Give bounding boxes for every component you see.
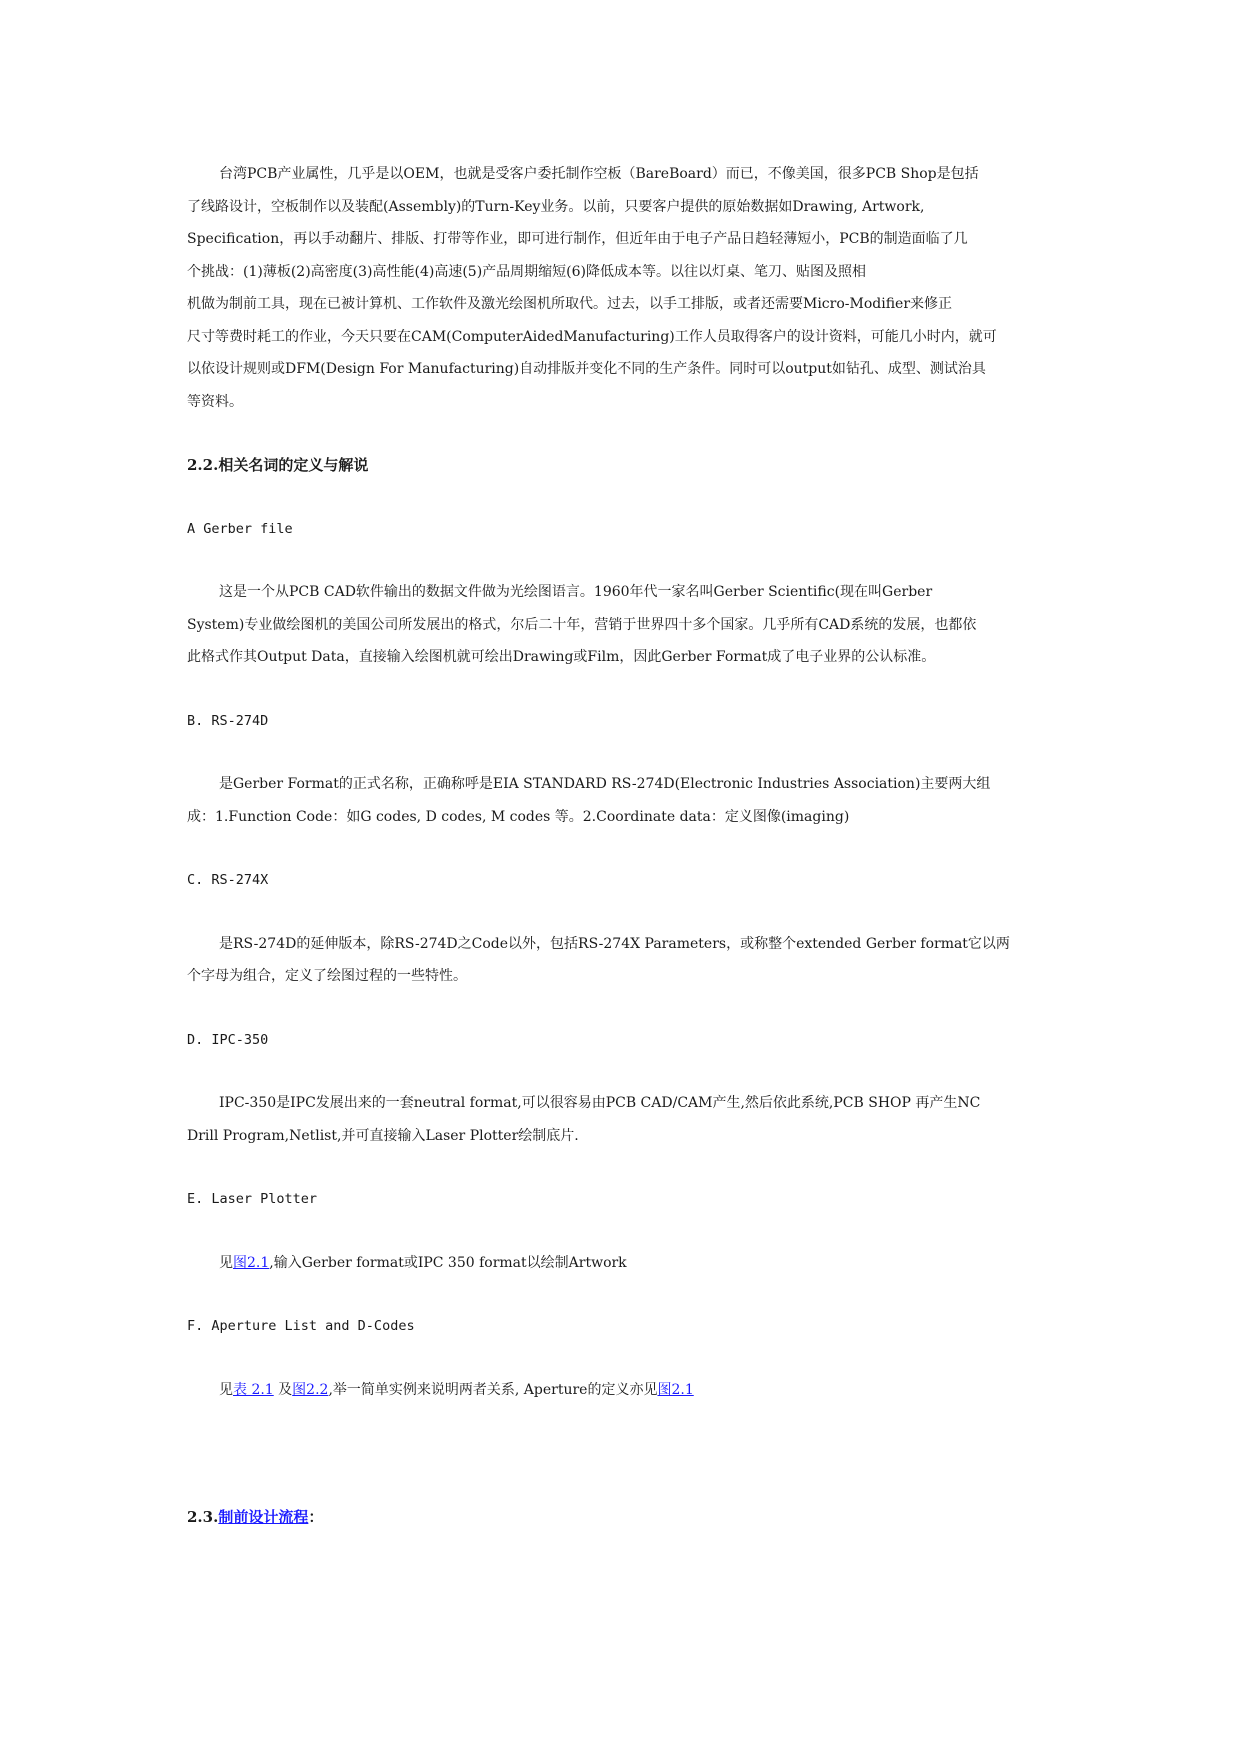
heading-colon: ： bbox=[308, 1508, 324, 1526]
body-line: 个字母为组合，定义了绘图过程的一些特性。 bbox=[187, 968, 467, 984]
term-body-rs-274d bbox=[187, 768, 1047, 833]
figure-2-2-link[interactable]: 图2.2 bbox=[292, 1381, 329, 1398]
body-line: Drill Program,Netlist,并可直接输入Laser Plotter绘制底片. bbox=[187, 1127, 579, 1144]
body-text: 及 bbox=[273, 1381, 293, 1398]
term-title-rs-274d: B. RS-274D bbox=[187, 712, 269, 729]
section-heading-2-2: 2.2.相关名词的定义与解说 bbox=[187, 456, 369, 474]
figure-2-1-link[interactable]: 图2.1 bbox=[657, 1381, 694, 1398]
intro-paragraph bbox=[187, 158, 1047, 418]
term-body-aperture-list bbox=[187, 1374, 1047, 1407]
body-line: 是Gerber Format的正式名称，正确称呼是EIA STANDARD RS-274D(Electronic Industries Association)主要两大组 bbox=[219, 776, 991, 792]
body-text: ,输入Gerber format或IPC 350 format以绘制Artwork bbox=[269, 1254, 627, 1271]
intro-line: 以依设计规则或DFM(Design For Manufacturing)自动排版并变化不同的生产条件。同时可以output如钻孔、成型、测试治具 bbox=[187, 361, 986, 377]
body-text: 见 bbox=[219, 1254, 233, 1271]
intro-line: 个挑战：(1)薄板(2)高密度(3)高性能(4)高速(5)产品周期缩短(6)降低成本等。以往以灯桌、笔刀、贴图及照相 bbox=[187, 263, 866, 280]
term-body-gerber-file bbox=[187, 576, 1047, 674]
body-line: IPC-350是IPC发展出来的一套neutral format,可以很容易由PCB CAD/CAM产生,然后依此系统,PCB SHOP 再产生NC bbox=[219, 1095, 981, 1111]
intro-line: 尺寸等费时耗工的作业，今天只要在CAM(ComputerAidedManufacturing)工作人员取得客户的设计资料，可能几小时内，就可 bbox=[187, 328, 997, 345]
section-number: 2.3. bbox=[187, 1508, 219, 1526]
intro-line: Specification，再以手动翻片、排版、打带等作业，即可进行制作，但近年由于电子产品日趋轻薄短小，PCB的制造面临了几 bbox=[187, 231, 968, 247]
term-body-rs-274x bbox=[187, 928, 1047, 993]
body-text: 见 bbox=[219, 1381, 233, 1398]
term-body-laser-plotter bbox=[187, 1247, 1047, 1280]
term-body-ipc-350 bbox=[187, 1087, 1047, 1152]
prepress-design-flow-link[interactable]: 制前设计流程 bbox=[218, 1508, 309, 1526]
body-line: 此格式作其Output Data，直接输入绘图机就可绘出Drawing或Film，因此Gerber Format成了电子业界的公认标准。 bbox=[187, 649, 936, 665]
term-title-rs-274x: C. RS-274X bbox=[187, 872, 269, 888]
term-title-aperture-list: F. Aperture List and D-Codes bbox=[187, 1318, 415, 1334]
intro-line: 了线路设计，空板制作以及装配(Assembly)的Turn-Key业务。以前，只要客户提供的原始数据如Drawing, Artwork, bbox=[187, 198, 925, 215]
table-2-1-link[interactable]: 表 2.1 bbox=[233, 1381, 274, 1398]
term-title-gerber-file: A Gerber file bbox=[187, 520, 293, 537]
intro-line: 台湾PCB产业属性，几乎是以OEM，也就是受客户委托制作空板（BareBoard）而已，不像美国，很多PCB Shop是包括 bbox=[219, 166, 979, 182]
intro-line: 等资料。 bbox=[187, 393, 243, 410]
document-page bbox=[187, 158, 1047, 1534]
term-title-laser-plotter: E. Laser Plotter bbox=[187, 1191, 318, 1207]
term-title-ipc-350: D. IPC-350 bbox=[187, 1031, 269, 1048]
body-line: 是RS-274D的延伸版本，除RS-274D之Code以外，包括RS-274X Parameters，或称整个extended Gerber format它以两 bbox=[219, 935, 1010, 952]
body-line: 成：1.Function Code：如G codes, D codes, M codes 等。2.Coordinate data：定义图像(imaging) bbox=[187, 808, 850, 825]
figure-2-1-link[interactable]: 图2.1 bbox=[233, 1254, 270, 1271]
section-heading-2-3 bbox=[187, 1501, 1047, 1534]
body-line: 这是一个从PCB CAD软件输出的数据文件做为光绘图语言。1960年代一家名叫Gerber Scientific(现在叫Gerber bbox=[219, 584, 933, 600]
body-line: System)专业做绘图机的美国公司所发展出的格式，尔后二十年，营销于世界四十多个国家。几乎所有CAD系统的发展，也都依 bbox=[187, 616, 977, 633]
intro-line: 机做为制前工具，现在已被计算机、工作软件及激光绘图机所取代。过去，以手工排版，或者还需要Micro-Modifier来修正 bbox=[187, 296, 953, 312]
body-text: ,举一简单实例来说明两者关系, Aperture的定义亦见 bbox=[328, 1381, 658, 1398]
